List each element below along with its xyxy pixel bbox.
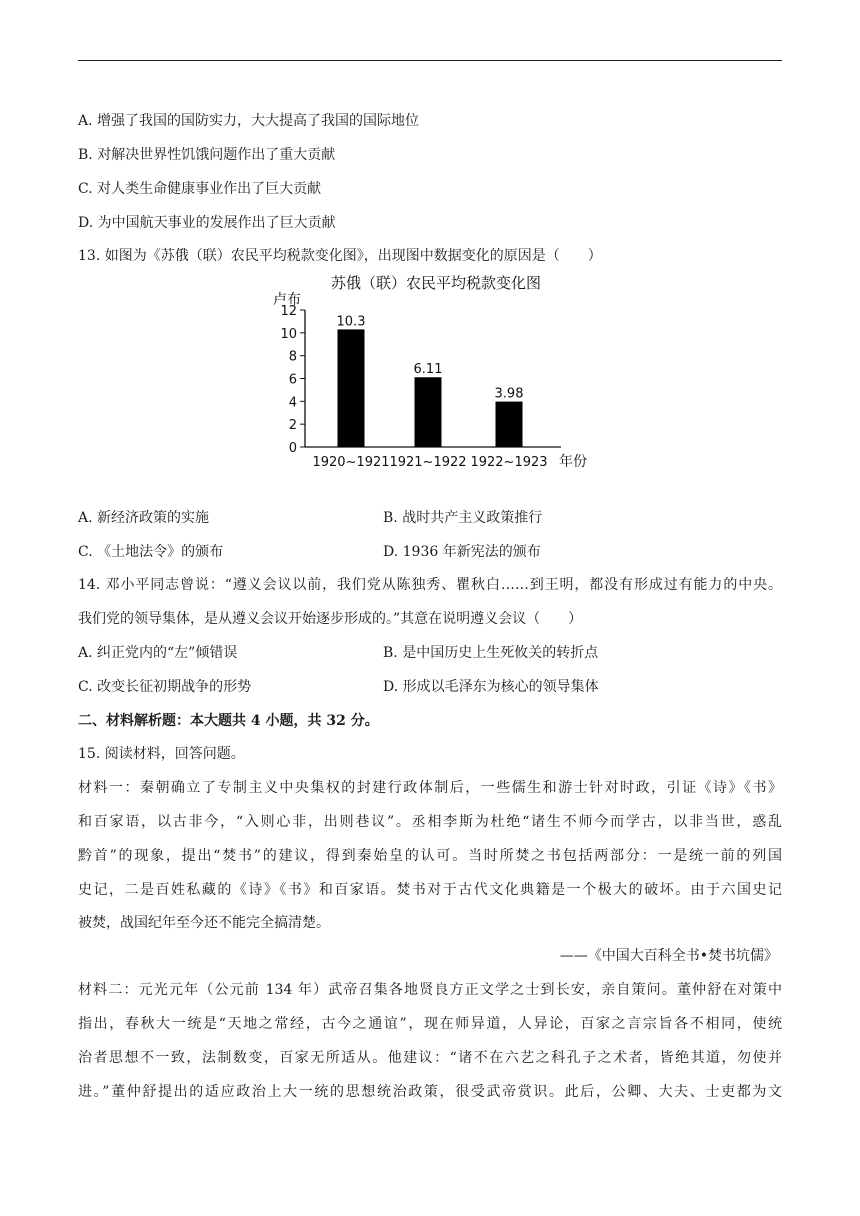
bar-value-label: 10.3 <box>336 314 366 330</box>
bar-1921~1922 <box>415 377 442 447</box>
y-tick-label: 6 <box>288 372 297 388</box>
material1-line-2: 和百家语，以古非今，“入则心非，出则巷议”。丞相李斯为杜绝“诸生不师今而学古，以非当世，惑乱 <box>78 814 782 830</box>
material1-line-1: 材料一：秦朝确立了专制主义中央集权的封建行政体制后，一些儒生和游士针对时政，引证《诗》《书》 <box>78 780 782 796</box>
material2-line-2: 指出，春秋大一统是“天地之常经，古今之通谊”，现在师异道，人异论，百家之言宗旨各不相同，使统 <box>78 1016 782 1032</box>
y-tick-label: 10 <box>280 326 297 342</box>
x-category-label: 1922~1923 <box>470 455 548 470</box>
y-tick-label: 2 <box>288 418 297 434</box>
x-category-label: 1920~1921 <box>312 455 390 470</box>
header-rule <box>78 60 782 61</box>
y-tick-label: 8 <box>288 349 297 365</box>
x-category-label: 1921~1922 <box>389 455 467 470</box>
q14-stem-line-2: 我们党的领导集体，是从遵义会议开始逐步形成的。”其意在说明遵义会议（ ） <box>78 611 583 627</box>
bar-1920~1921 <box>338 329 365 447</box>
chart-y-label: 卢布 <box>273 292 301 308</box>
q12-option-c: C. 对人类生命健康事业作出了巨大贡献 <box>78 181 322 197</box>
material2-line-1: 材料二：元光元年（公元前 134 年）武帝召集各地贤良方正文学之士到长安，亲自策问。董仲舒在对策中 <box>78 982 782 998</box>
y-tick-label: 0 <box>288 441 297 456</box>
q12-option-d: D. 为中国航天事业的发展作出了巨大贡献 <box>78 215 336 231</box>
q12-option-a: A. 增强了我国的国防实力，大大提高了我国的国际地位 <box>78 113 420 129</box>
material2-line-4: 进。”董仲舒提出的适应政治上大一统的思想统治政策，很受武帝赏识。此后，公卿、大夫、士吏都为文 <box>78 1084 782 1100</box>
chart-title: 苏俄（联）农民平均税款变化图 <box>330 274 542 292</box>
tax-bar-chart <box>268 268 598 473</box>
bar-1922~1923 <box>496 402 523 447</box>
bar-value-label: 6.11 <box>413 362 443 378</box>
chart-x-label: 年份 <box>559 454 587 470</box>
q13-option-a: A. 新经济政策的实施 <box>78 510 210 526</box>
y-tick-label: 4 <box>288 395 297 411</box>
q14-option-c: C. 改变长征初期战争的形势 <box>78 679 252 695</box>
material1-line-3: 黔首”的现象，提出“焚书”的建议，得到秦始皇的认可。当时所焚之书包括两部分：一是统一前的列国 <box>78 848 782 864</box>
q13-option-c: C. 《土地法令》的颁布 <box>78 544 224 560</box>
q13-option-d: D. 1936 年新宪法的颁布 <box>383 544 541 560</box>
material1-source: ——《中国大百科全书•焚书坑儒》 <box>559 948 778 964</box>
q12-option-b: B. 对解决世界性饥饿问题作出了重大贡献 <box>78 147 336 163</box>
q14-option-a: A. 纠正党内的“左”倾错误 <box>78 645 238 661</box>
y-tick-label: 12 <box>280 304 297 319</box>
material2-line-3: 治者思想不一致，法制数变，百家无所适从。他建议：“诸不在六艺之科孔子之术者，皆绝其道，勿使并 <box>78 1050 782 1066</box>
q14-option-b: B. 是中国历史上生死攸关的转折点 <box>383 645 599 661</box>
section-heading: 二、材料解析题：本大题共 4 小题，共 32 分。 <box>78 713 379 729</box>
q14-stem-line-1: 14. 邓小平同志曾说：“遵义会议以前，我们党从陈独秀、瞿秋白……到王明，都没有形成过有能力的中央。 <box>78 577 782 593</box>
material1-line-4: 史记，二是百姓私藏的《诗》《书》和百家语。焚书对于古代文化典籍是一个极大的破坏。由于六国史记 <box>78 882 782 898</box>
q13-stem: 13. 如图为《苏俄（联）农民平均税款变化图》，出现图中数据变化的原因是（ ） <box>78 248 602 264</box>
q14-option-d: D. 形成以毛泽东为核心的领导集体 <box>383 679 599 695</box>
material1-line-5: 被焚，战国纪年至今还不能完全搞清楚。 <box>78 915 330 931</box>
q15-stem: 15. 阅读材料，回答问题。 <box>78 746 245 762</box>
bar-value-label: 3.98 <box>494 386 524 402</box>
q13-option-b: B. 战时共产主义政策推行 <box>383 510 543 526</box>
